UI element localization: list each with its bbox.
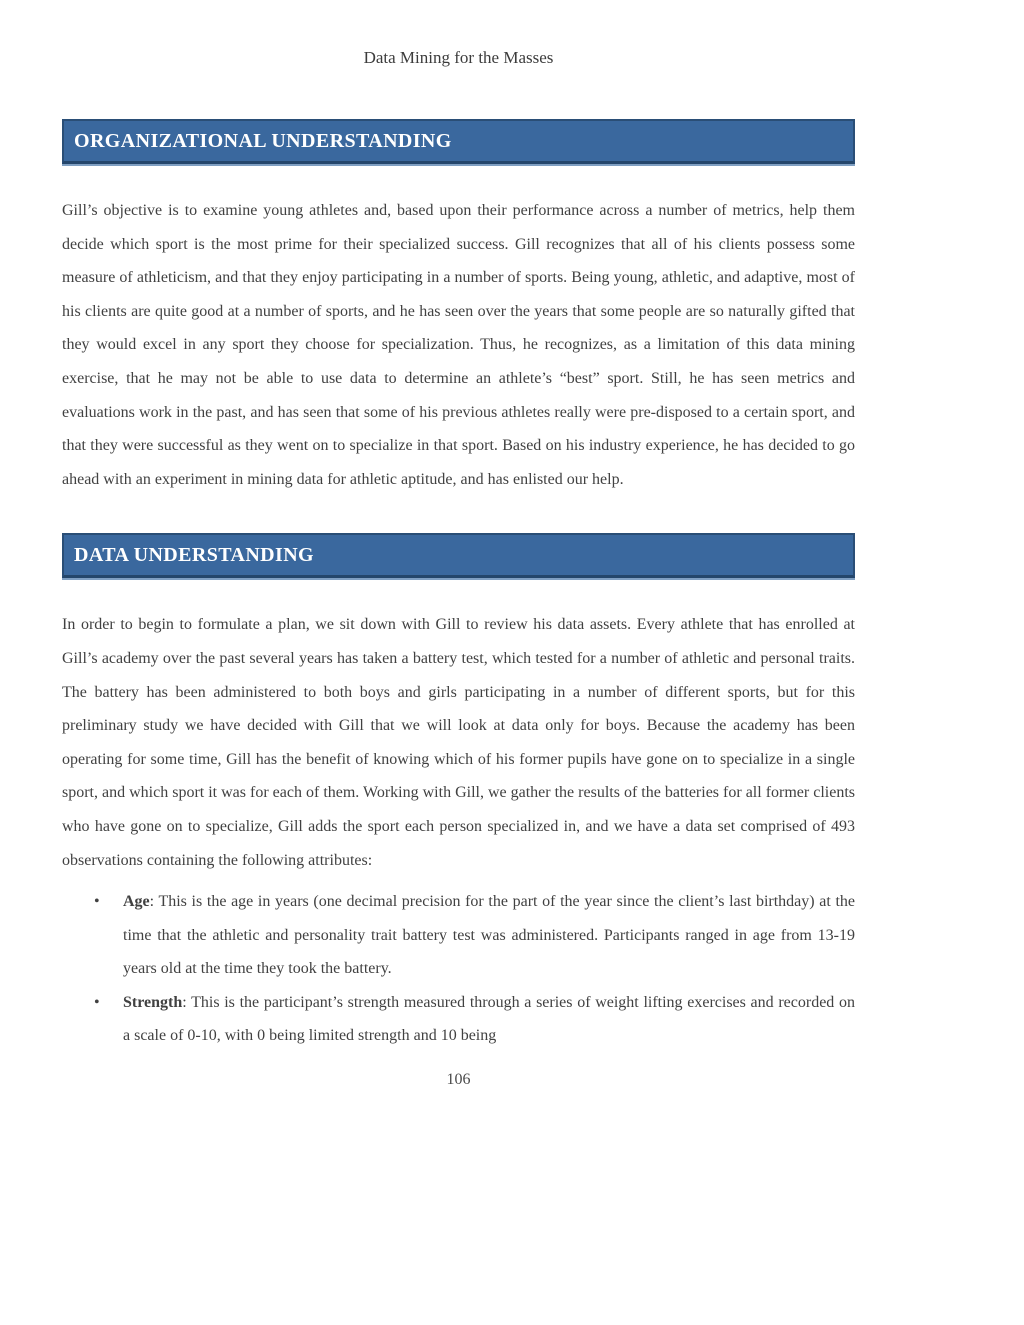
attribute-term-strength: Strength (123, 993, 183, 1011)
page-number: 106 (446, 1071, 471, 1089)
list-item-age (62, 885, 855, 986)
document-page (62, 0, 855, 1089)
attribute-term-age: Age (123, 893, 150, 911)
section-heading-data-understanding: DATA UNDERSTANDING (62, 533, 855, 578)
bullet-icon: • (94, 993, 100, 1011)
attribute-description-age: : This is the age in years (one decimal precision for the part of the year since the client’s last birthday) at the time that the athletic and personality trait battery test was administered. Participants ranged in age from 13-19 years old at the time they took the battery. (123, 893, 855, 978)
body-paragraph-organizational: Gill’s objective is to examine young athletes and, based upon their performance across a number of metrics, help them decide which sport is the most prime for their specialized success. Gill recognizes that all of his clients possess some measure of athleticism, and that they enjoy participating in a number of sports. Being young, athletic, and adaptive, most of his clients are quite good at a number of sports, and he has seen over the years that some people are so naturally gifted that they would excel in any sport they choose for specialization. Thus, he recognizes, as a limitation of this data mining exercise, that he may not be able to use data to determine an athlete’s “best” sport. Still, he has seen metrics and evaluations work in the past, and has seen that some of his previous athletes really were pre-disposed to a certain sport, and that they were successful as they went on to specialize in that sport. Based on his industry experience, he has decided to go ahead with an experiment in mining data for athletic aptitude, and has enlisted our help. (62, 202, 855, 488)
list-item-strength (62, 986, 855, 1053)
body-paragraph-data-understanding: In order to begin to formulate a plan, we sit down with Gill to review his data assets. Every athlete that has enrolled at Gill’s academy over the past several years has taken a battery test, which tested for a number of athletic and personal traits. The battery has been administered to both boys and girls participating in a number of different sports, but for this preliminary study we have decided with Gill that we will look at data only for boys. Because the academy has been operating for some time, Gill has the benefit of knowing which of his former pupils have gone on to specialize in a single sport, and which sport it was for each of them. Working with Gill, we gather the results of the batteries for all former clients who have gone on to specialize, Gill adds the sport each person specialized in, and we have a data set comprised of 493 observations containing the following attributes: (62, 616, 855, 869)
section-heading-organizational-understanding: ORGANIZATIONAL UNDERSTANDING (62, 119, 855, 164)
bullet-icon: • (94, 893, 100, 911)
attribute-description-strength: : This is the participant’s strength measured through a series of weight lifting exercises and recorded on a scale of 0-10, with 0 being limited strength and 10 being (123, 993, 855, 1045)
attribute-list (62, 885, 855, 1053)
page-header-title: Data Mining for the Masses (363, 48, 554, 67)
